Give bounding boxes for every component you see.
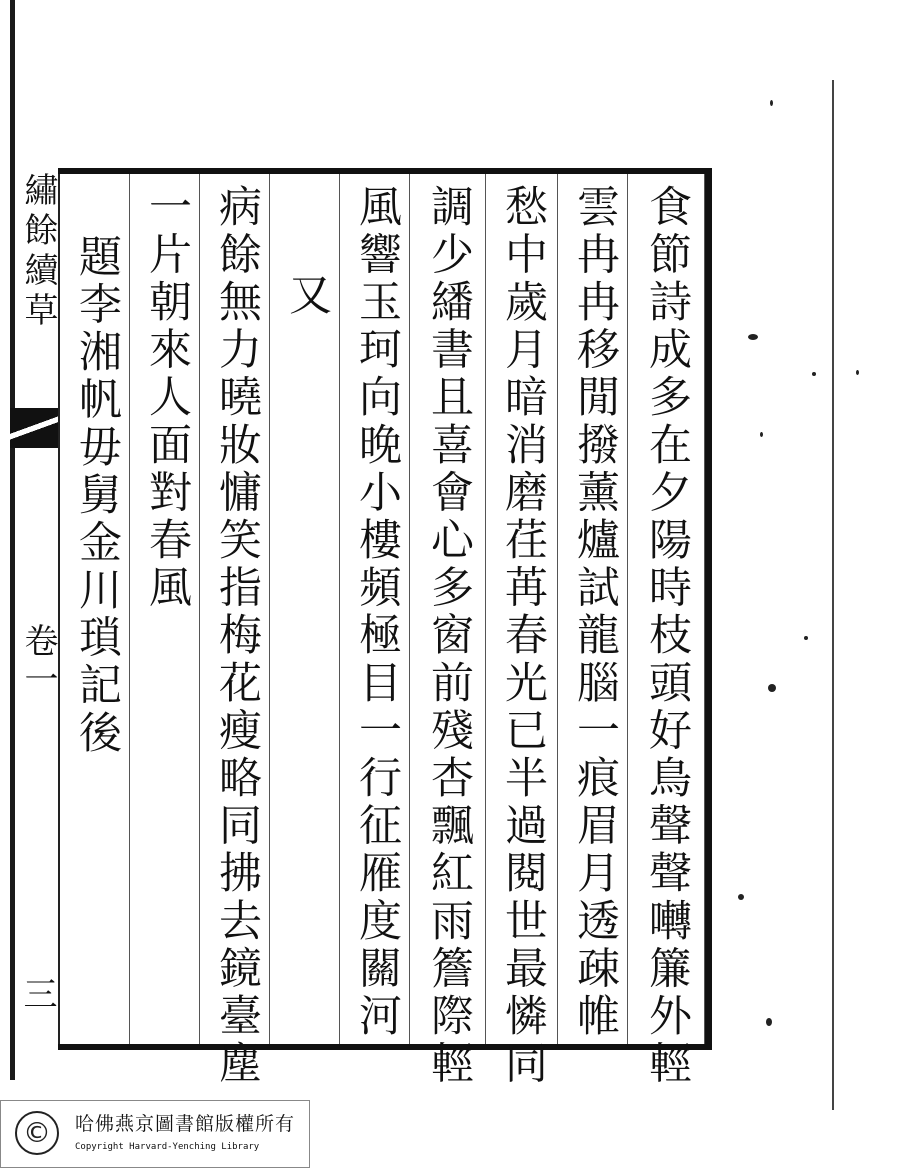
- gutter-volume-label: 卷一: [18, 623, 58, 699]
- copyright-chinese-text: 哈佛燕京圖書館版權所有: [75, 1113, 296, 1135]
- ink-speck: [812, 372, 816, 376]
- gutter-folio-number: 三: [17, 976, 57, 1010]
- ink-speck: [856, 370, 859, 375]
- ink-speck: [738, 894, 744, 900]
- text-column-1: [628, 174, 705, 1089]
- ink-speck: [804, 636, 808, 640]
- gutter-book-title: 繡餘續草: [18, 172, 58, 332]
- column-text: 雲冉冉移閒撥薰爐試龍腦一痕眉月透疎帷: [570, 184, 620, 1041]
- column-text: 食節詩成多在夕陽時枝頭好鳥聲聲囀簾外輕: [642, 184, 692, 1089]
- text-column-8: [130, 174, 200, 1044]
- ink-speck: [766, 1018, 772, 1026]
- text-column-3: [486, 174, 558, 1089]
- column-text: 調少繙書且喜會心多窗前殘杏飄紅雨簷際輕: [424, 184, 474, 1089]
- column-text: 愁中歲月暗消磨荏苒春光已半過閱世最憐同: [498, 184, 548, 1089]
- text-column-4: [410, 174, 486, 1089]
- page-gutter: [18, 168, 60, 1048]
- copyright-stamp: [0, 1100, 310, 1168]
- copyright-icon: ©: [15, 1111, 59, 1155]
- ink-speck: [768, 684, 776, 692]
- copyright-english-text: Copyright Harvard-Yenching Library: [75, 1142, 260, 1152]
- text-frame: [58, 168, 712, 1089]
- text-column-5: [340, 174, 410, 1044]
- text-column-2: [558, 174, 628, 1044]
- ink-speck: [760, 432, 763, 437]
- text-column-7: [200, 174, 270, 1089]
- ink-speck: [770, 100, 773, 106]
- text-column-9: [58, 174, 130, 1044]
- column-text: 一片朝來人面對春風: [142, 184, 192, 613]
- column-text: 病餘無力曉妝慵笑指梅花瘦略同拂去鏡臺塵: [212, 184, 262, 1089]
- column-text: 題李湘帆毋舅金川瑣記後: [72, 234, 122, 758]
- column-text: 又: [282, 272, 332, 320]
- binding-edge-rule: [10, 0, 15, 1080]
- fishtail-mark: [10, 408, 58, 448]
- column-text: 風響玉珂向晚小樓頻極目一行征雁度關河: [352, 184, 402, 1041]
- text-column-6: [270, 174, 340, 1044]
- page-fold-line: [832, 80, 834, 1110]
- ink-speck: [748, 334, 758, 340]
